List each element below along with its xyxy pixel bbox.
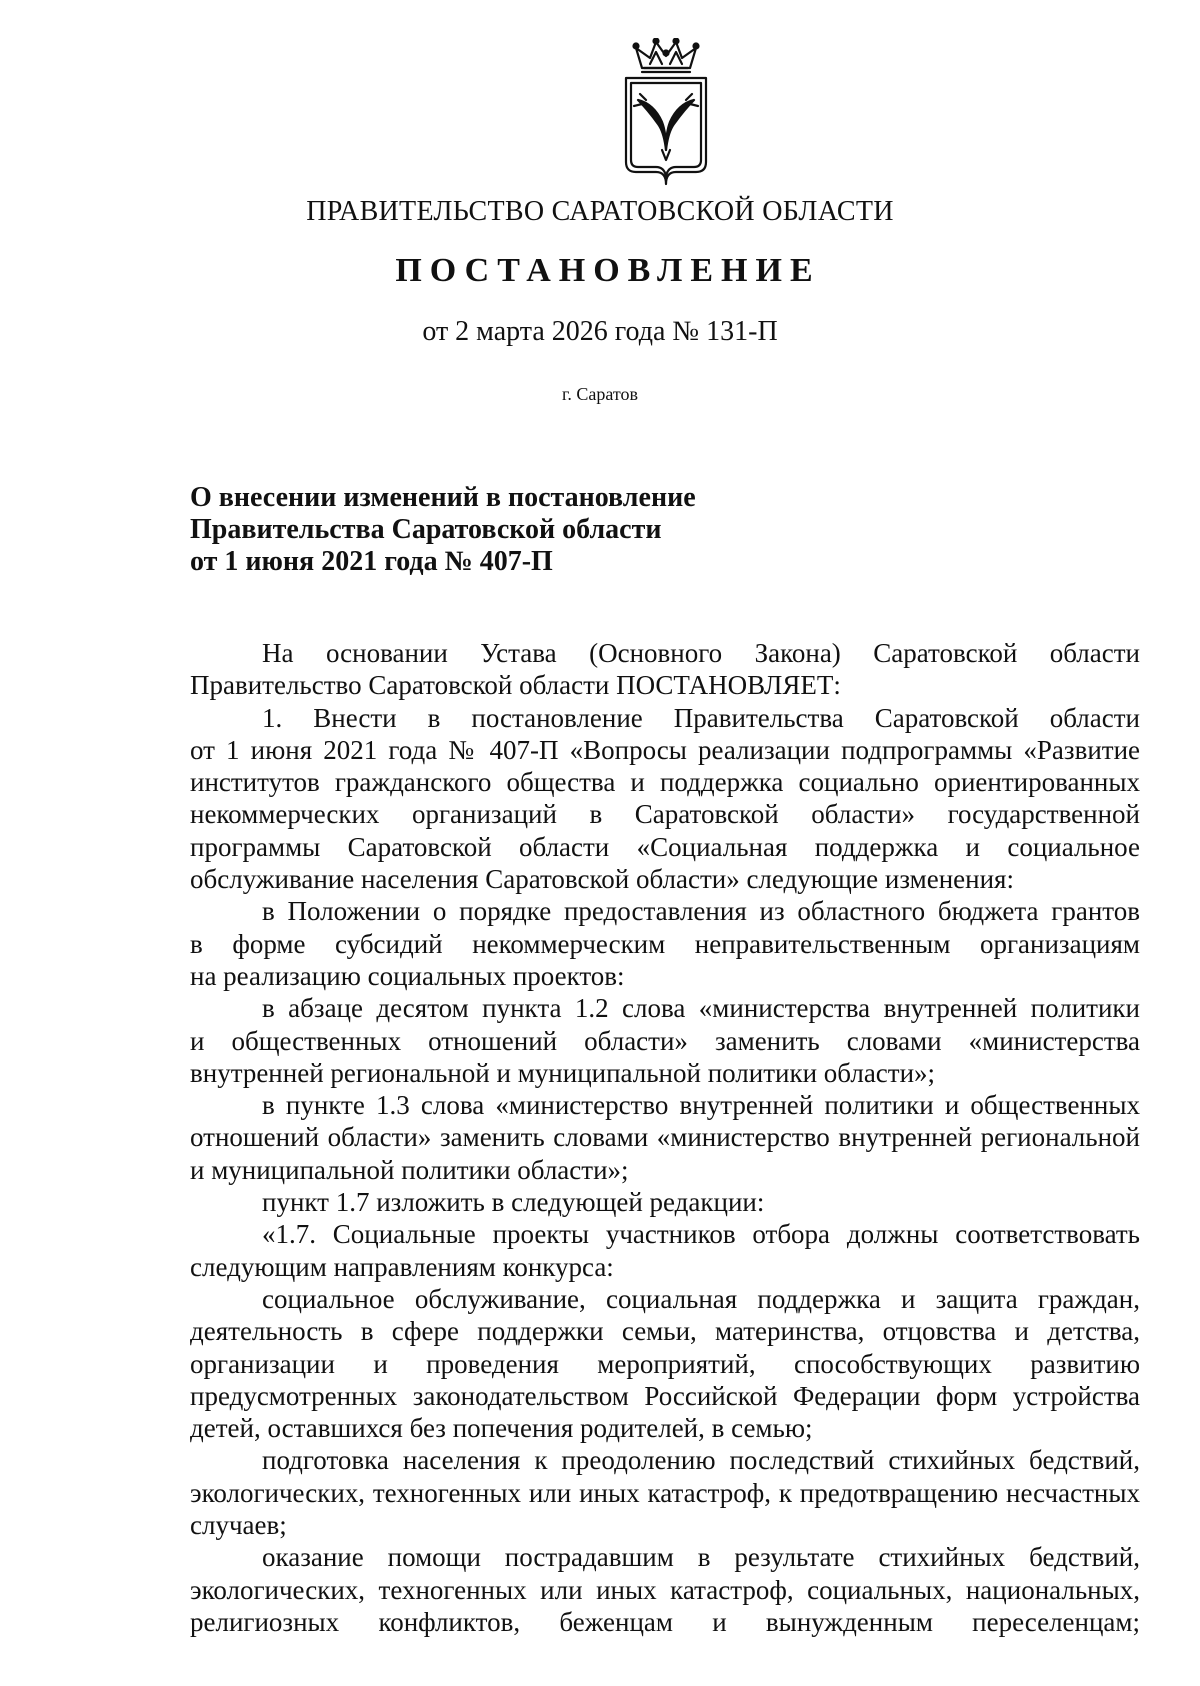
- body-line: религиозных конфликтов, беженцам и вынужденным переселенцам;: [190, 1606, 1140, 1637]
- saratov-coat-of-arms-icon: [620, 38, 712, 190]
- body-line: оказание помощи пострадавшим в результате стихийных бедствий,: [262, 1542, 1140, 1573]
- body-line: некоммерческих организаций в Саратовской области» государственной: [190, 799, 1140, 830]
- document-type-title: ПОСТАНОВЛЕНИЕ: [395, 252, 821, 289]
- body-line: детей, оставшихся без попечения родителей, в семью;: [190, 1413, 813, 1444]
- body-line: и общественных отношений области» заменить словами «министерства: [190, 1025, 1140, 1056]
- document-subject: [190, 482, 890, 578]
- body-line: в пункте 1.3 слова «министерство внутренней политики и общественных: [262, 1090, 1140, 1121]
- subject-line: О внесении изменений в постановление: [190, 482, 696, 513]
- body-line: Правительство Саратовской области ПОСТАНОВЛЯЕТ:: [190, 670, 841, 701]
- body-line: от 1 июня 2021 года № 407-П «Вопросы реализации подпрограммы «Развитие: [190, 734, 1140, 765]
- document-date-number: от 2 марта 2026 года № 131-П: [422, 316, 778, 347]
- body-line: деятельность в сфере поддержки семьи, материнства, отцовства и детства,: [190, 1316, 1140, 1347]
- body-line: предусмотренных законодательством Российской Федерации форм устройства: [190, 1380, 1140, 1411]
- body-line: пункт 1.7 изложить в следующей редакции:: [262, 1187, 765, 1218]
- body-line: На основании Устава (Основного Закона) Саратовской области: [262, 638, 1140, 668]
- body-line: на реализацию социальных проектов:: [190, 960, 625, 991]
- body-line: институтов гражданского общества и поддержка социально ориентированных: [190, 767, 1140, 798]
- body-line: и муниципальной политики области»;: [190, 1154, 629, 1185]
- body-line: подготовка населения к преодолению последствий стихийных бедствий,: [262, 1445, 1140, 1476]
- body-line: внутренней региональной и муниципальной политики области»;: [190, 1057, 936, 1088]
- body-line: 1. Внести в постановление Правительства Саратовской области: [262, 702, 1140, 733]
- body-line: социальное обслуживание, социальная поддержка и защита граждан,: [262, 1283, 1140, 1314]
- body-line: экологических, техногенных или иных катастроф, к предотвращению несчастных: [190, 1477, 1140, 1508]
- body-line: в абзаце десятом пункта 1.2 слова «министерства внутренней политики: [262, 993, 1140, 1024]
- body-line: обслуживание населения Саратовской области» следующие изменения:: [190, 864, 1014, 895]
- body-line: следующим направлениям конкурса:: [190, 1251, 614, 1282]
- body-line: в Положении о порядке предоставления из областного бюджета грантов: [262, 896, 1140, 927]
- document-city: г. Саратов: [562, 384, 638, 404]
- subject-line: Правительства Саратовской области: [190, 514, 662, 545]
- subject-line: от 1 июня 2021 года № 407-П: [190, 546, 553, 577]
- body-line: экологических, техногенных или иных катастроф, социальных, национальных,: [190, 1574, 1140, 1605]
- body-line: отношений области» заменить словами «министерство внутренней региональной: [190, 1122, 1140, 1153]
- body-line: программы Саратовской области «Социальная поддержка и социальное: [190, 831, 1140, 862]
- organization-name: ПРАВИТЕЛЬСТВО САРАТОВСКОЙ ОБЛАСТИ: [306, 196, 894, 227]
- body-line: в форме субсидий некоммерческим неправительственным организациям: [190, 928, 1140, 959]
- document-body: [190, 637, 1140, 1638]
- body-line: «1.7. Социальные проекты участников отбора должны соответствовать: [262, 1219, 1140, 1250]
- body-line: случаев;: [190, 1510, 287, 1541]
- body-line: организации и проведения мероприятий, способствующих развитию: [190, 1348, 1140, 1379]
